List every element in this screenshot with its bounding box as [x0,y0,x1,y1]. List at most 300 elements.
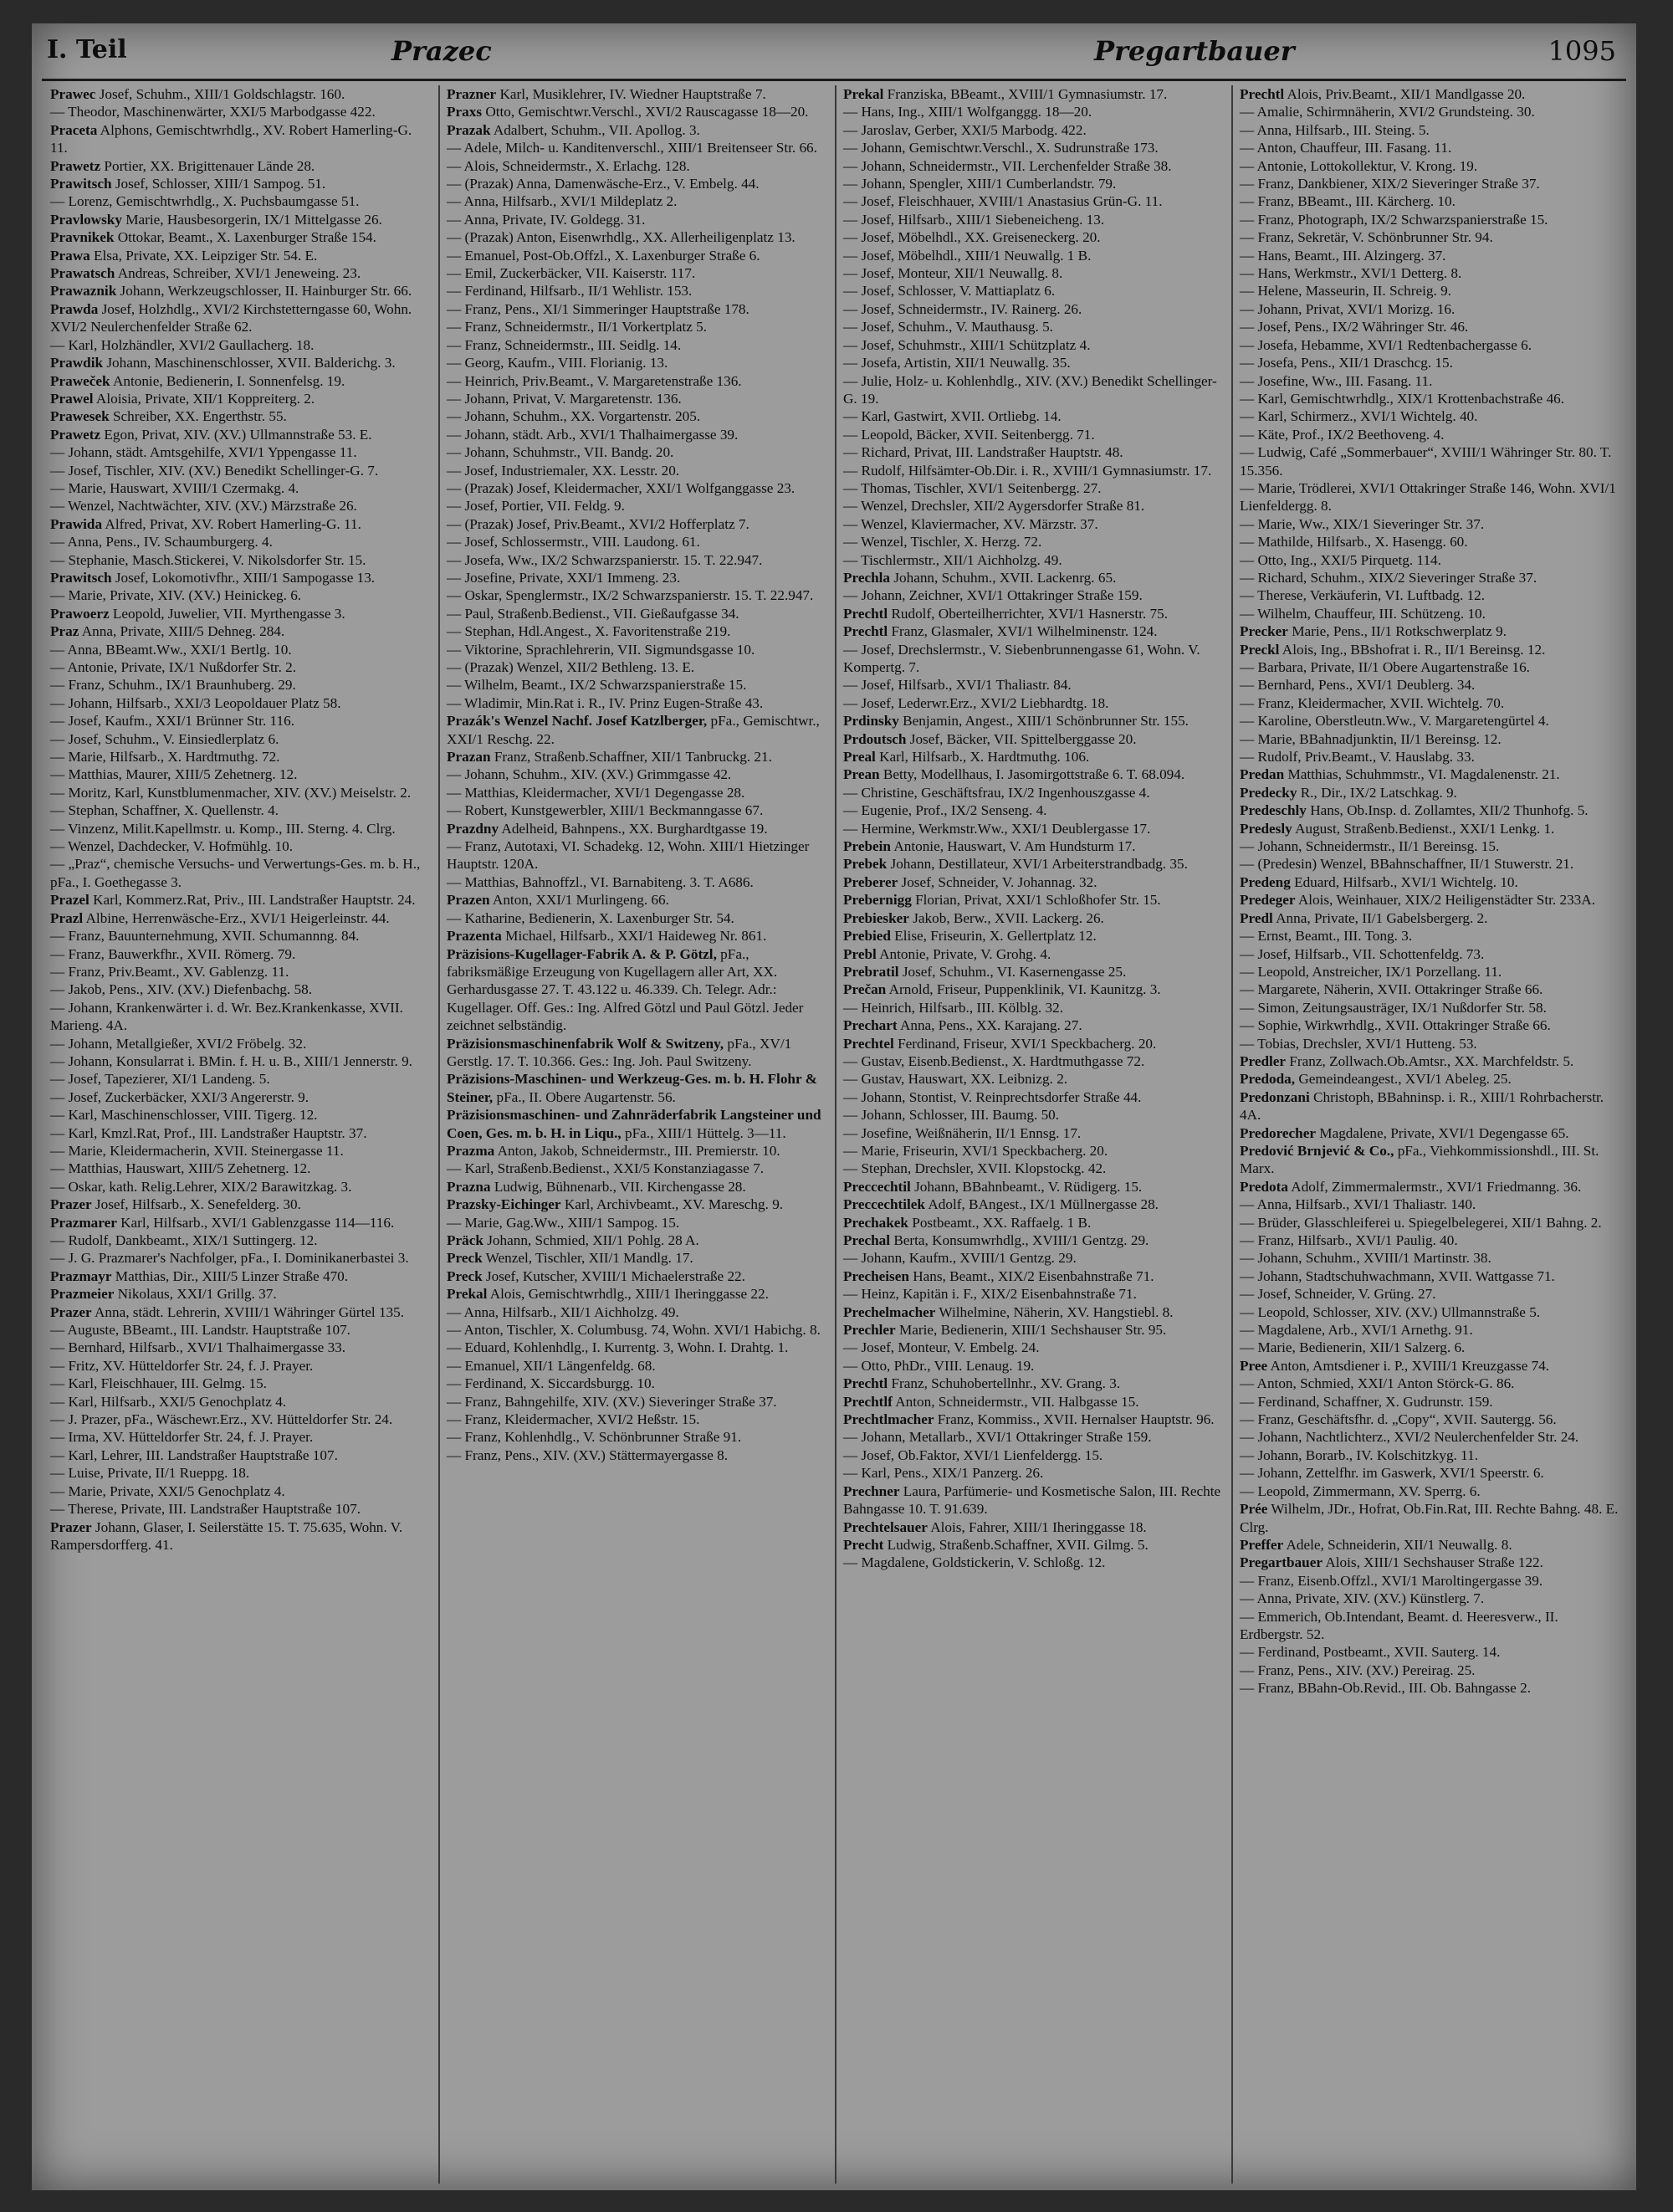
entry-text: — Franz, Schneidermstr., II/1 Vorkertplatz 5. [447,319,708,335]
entry-text: — Josefine, Private, XXI/1 Immeng. 23. [447,569,681,586]
entry-text: — Tobias, Drechsler, XVI/1 Hutteng. 53. [1240,1035,1477,1052]
entry-text: R., Dir., IX/2 Latschkag. 9. [1300,784,1457,801]
directory-entry [1240,1357,1621,1375]
directory-entry [1240,622,1621,640]
directory-entry [843,318,1225,335]
entry-text: pFa., Gemischtwr., XXI/1 Reschg. 22. [447,713,820,747]
entry-text: Marie, Pens., II/1 Rotkschwerplatz 9. [1292,623,1507,640]
entry-text: Hans, Ob.Insp. d. Zollamtes, XII/2 Thunhofg. 5. [1310,802,1589,819]
directory-entry [1240,1016,1621,1034]
entry-text: — Johann, Metallgießer, XVI/2 Fröbelg. 32. [50,1035,307,1052]
directory-entry [50,462,432,479]
entry-surname: Praceta [50,121,98,138]
directory-entry [50,426,432,443]
entry-text: Anna, Private, XIII/5 Dehneg. 284. [81,623,285,640]
directory-entry [447,586,828,604]
directory-entry [447,1303,828,1321]
entry-surname: Predecky [1240,784,1297,801]
entry-text: — Marie, Gag.Ww., XIII/1 Sampog. 15. [447,1214,680,1231]
directory-entry [447,354,828,371]
directory-entry [447,282,828,300]
entry-surname: Prazna [447,1178,491,1195]
entry-surname: Prazsky-Eichinger [447,1196,561,1213]
directory-entry [50,497,432,515]
directory-entry [1240,211,1621,228]
directory-entry [843,1518,1225,1536]
directory-entry [1240,407,1621,425]
directory-entry [1240,336,1621,354]
entry-text: — Stephan, Schaffner, X. Quellenstr. 4. [50,802,279,819]
entry-text: Alois, Priv.Beamt., XII/1 Mandlgasse 20. [1287,86,1526,102]
directory-entry [843,157,1225,175]
entry-text: — Johann, Schneidermstr., VII. Lerchenfelder Straße 38. [843,157,1172,174]
entry-text: — Josef, Ob.Faktor, XVI/1 Lienfeldergg. 15. [843,1447,1103,1463]
entry-text: — Josef, Monteur, V. Embelg. 24. [843,1339,1040,1356]
entry-text: — Johann, Kaufm., XVIII/1 Gentzg. 29. [843,1250,1077,1267]
directory-entry [447,1070,828,1106]
entry-text: — Karl, Fleischhauer, III. Gelmg. 15. [50,1375,267,1392]
directory-entry [1240,1500,1621,1536]
entry-surname: Prazdny [447,820,499,837]
directory-entry [843,407,1225,425]
entry-text: — Jaroslav, Gerber, XXI/5 Marbodg. 422. [843,121,1087,138]
entry-text: — Josef, Möbelhdl., XX. Greiseneckerg. 20. [843,229,1101,246]
entry-surname: Prebek [843,856,888,873]
entry-text: — Johann, städt. Amtsgehilfe, XVI/1 Yppengasse 11. [50,444,357,461]
directory-entry [50,390,432,407]
entry-text: Benjamin, Angest., XIII/1 Schönbrunner Str. 155. [903,713,1189,730]
entry-text: Adolf, Zimmermalermstr., XVI/1 Friedmanng. 36. [1291,1178,1582,1195]
directory-entry [50,586,432,604]
entry-text: — Otto, PhDr., VIII. Lenaug. 19. [843,1357,1035,1374]
directory-entry [1240,1070,1621,1088]
directory-entry [1240,784,1621,801]
entry-text: — Vinzenz, Milit.Kapellmstr. u. Komp., III. Sterng. 4. Clrg. [50,820,396,837]
entry-surname: Prawida [50,515,103,532]
directory-entry [1240,658,1621,676]
directory-entry [447,945,828,1035]
entry-surname: Prechal [843,1232,891,1248]
entry-text: — Hans, Beamt., III. Alzingerg. 37. [1240,247,1446,264]
entry-text: — Franz, Priv.Beamt., XV. Gablenzg. 11. [50,963,289,980]
entry-text: Rudolf, Oberteilherrichter, XVI/1 Hasnerstr. 75. [891,605,1168,622]
directory-entry [447,1339,828,1356]
directory-entry [447,1411,828,1428]
directory-entry [843,1482,1225,1518]
entry-text: — Karl, Gemischtwrhdlg., XIX/1 Krottenbachstraße 46. [1240,390,1565,407]
directory-entry [1240,820,1621,837]
directory-entry [50,1339,432,1356]
entry-text: — Johann, Schuhm., XVIII/1 Martinstr. 38. [1240,1250,1491,1267]
entry-text: Johann, Glaser, I. Seilerstätte 15. T. 75.635, Wohn. V. Rampersdorfferg. 41. [50,1518,403,1553]
directory-entry [50,264,432,282]
directory-entry [843,837,1225,855]
directory-entry [843,981,1225,998]
entry-text: Adolf, BAngest., IX/1 Müllnergasse 28. [928,1196,1159,1213]
entry-text: Josef, Schuhm., XIII/1 Goldschlagstr. 160. [99,86,345,102]
entry-text: — Hans, Ing., XIII/1 Wolfganggg. 18—20. [843,104,1092,120]
directory-entry [50,981,432,998]
entry-surname: Praxs [447,104,483,120]
directory-entry [50,1447,432,1464]
directory-entry [50,407,432,425]
directory-entry [843,1214,1225,1231]
entry-text: — Adele, Milch- u. Kanditenverschl., XIII/1 Breitenseer Str. 66. [447,140,817,156]
directory-entry [50,784,432,801]
entry-surname: Preck [447,1250,483,1267]
entry-text: — Franz, Photograph, IX/2 Schwarzspanierstraße 15. [1240,211,1548,228]
entry-text: — Jakob, Pens., XIV. (XV.) Diefenbachg. 58. [50,981,312,998]
entry-text: — Johann, Borarb., IV. Kolschitzkyg. 11. [1240,1447,1478,1463]
directory-entry [50,192,432,210]
entry-text: Hans, Beamt., XIX/2 Eisenbahnstraße 71. [913,1267,1154,1284]
entry-surname: Prechakek [843,1214,908,1231]
entry-text: Ludwig, Bühnenarb., VII. Kirchengasse 28. [494,1178,746,1195]
entry-text: — Katharine, Bedienerin, X. Laxenburger Str. 54. [447,909,734,926]
directory-entry [1240,801,1621,819]
entry-text: — Thomas, Tischler, XVI/1 Seitenbergg. 27. [843,479,1102,496]
entry-text: Antonie, Hauswart, V. Am Hundsturm 17. [893,838,1136,855]
directory-entry [1240,1249,1621,1267]
entry-surname: Prazl [50,909,84,926]
entry-surname: Prean [843,766,880,783]
entry-text: — Robert, Kunstgewerbler, XIII/1 Beckmanngasse 67. [447,802,764,819]
column-1 [43,85,440,2184]
entry-surname: Präck [447,1232,483,1248]
directory-entry [843,569,1225,586]
directory-entry [50,801,432,819]
directory-entry [1240,927,1621,945]
entry-text: Franz, Straßenb.Schaffner, XII/1 Tanbruckg. 21. [494,749,772,765]
directory-entry [50,103,432,120]
entry-text: — Ernst, Beamt., III. Tong. 3. [1240,928,1413,945]
entry-text: — Josef, Fleischhauer, XVIII/1 Anastasius Grün-G. 11. [843,193,1163,210]
directory-entry [50,1267,432,1285]
entry-text: — Franz, Schneidermstr., III. Seidlg. 14. [447,336,682,353]
entry-text: — Emanuel, Post-Ob.Offzl., X. Laxenburger Straße 6. [447,247,760,264]
entry-text: Florian, Privat, XXI/1 Schloßhofer Str. 15. [915,892,1161,909]
directory-entry [447,1447,828,1464]
entry-text: — Josefine, Ww., III. Fasang. 11. [1240,372,1433,389]
directory-entry [1240,1339,1621,1356]
entry-text: Franz, Schuhobertellnhr., XV. Grang. 3. [891,1375,1121,1392]
entry-text: — Franz, Bahngehilfe, XIV. (XV.) Sieveringer Straße 37. [447,1393,777,1410]
entry-text: — Karl, Maschinenschlosser, VIII. Tigerg. 12. [50,1107,318,1124]
directory-entry [50,551,432,569]
directory-entry [843,1536,1225,1554]
directory-entry [843,1339,1225,1356]
entry-surname: Prechtl [843,1375,888,1392]
directory-entry [447,837,828,873]
entry-surname: Pravlowsky [50,211,122,228]
entry-text: Matthias, Schuhmmstr., VI. Magdalenenstr. 21. [1287,766,1560,783]
directory-entry [843,175,1225,192]
entry-text: Anna, Private, II/1 Gabelsbergerg. 2. [1276,909,1488,926]
directory-entry [447,426,828,443]
entry-text: — Leopold, Zimmermann, XV. Sperrg. 6. [1240,1482,1481,1499]
directory-entry [1240,641,1621,658]
directory-entry [447,641,828,658]
directory-entry [1240,533,1621,550]
directory-entry [1240,1035,1621,1052]
entry-text: — Emanuel, XII/1 Längenfeldg. 68. [447,1357,656,1374]
directory-entry [843,497,1225,515]
directory-entry [843,300,1225,318]
entry-text: — J. Prazer, pFa., Wäschewr.Erz., XV. Hütteldorfer Str. 24. [50,1411,393,1428]
entry-text: — Johann, Stontist, V. Reinprechtsdorfer Straße 44. [843,1088,1142,1105]
entry-surname: Prazma [447,1142,495,1159]
entry-text: — Josef, Zuckerbäcker, XXI/3 Angererstr. 9. [50,1088,310,1105]
entry-text: Franz, Zollwach.Ob.Amtsr., XX. Marchfeldstr. 5. [1289,1052,1574,1069]
entry-text: — Karl, Lehrer, III. Landstraßer Hauptstraße 107. [50,1447,338,1463]
directory-entry [843,551,1225,569]
directory-entry [1240,1124,1621,1142]
directory-entry [1240,157,1621,175]
directory-entry [50,676,432,694]
entry-surname: Prdinsky [843,713,899,730]
directory-entry [447,605,828,622]
entry-text: — Heinrich, Priv.Beamt., V. Margaretenstraße 136. [447,372,742,389]
columns [43,85,1628,2184]
entry-text: Matthias, Dir., XIII/5 Linzer Straße 470. [115,1267,349,1284]
entry-text: Arnold, Friseur, Puppenklinik, VI. Kaunitzg. 3. [888,981,1161,998]
entry-text: Egon, Privat, XIV. (XV.) Ullmannstraße 53. E. [104,426,372,443]
directory-entry [843,192,1225,210]
directory-entry [1240,192,1621,210]
entry-text: — Rudolf, Dankbeamt., XIX/1 Suttingerg. 12. [50,1232,318,1248]
directory-entry [1240,1196,1621,1213]
entry-text: Ferdinand, Friseur, XVI/1 Speckbacherg. 20. [898,1035,1157,1052]
directory-entry [1240,228,1621,246]
directory-entry [843,586,1225,604]
directory-entry [1240,247,1621,264]
entry-text: Nikolaus, XXI/1 Grillg. 37. [117,1286,277,1303]
entry-text: Adelheid, Bahnpens., XX. Burghardtgasse 19. [501,820,768,837]
directory-entry [50,909,432,927]
directory-entry [447,443,828,461]
directory-entry [50,730,432,748]
directory-entry [843,1035,1225,1052]
entry-text: — Josef, Pens., IX/2 Währinger Str. 46. [1240,319,1469,335]
entry-text: — Anna, BBeamt.Ww., XXI/1 Bertlg. 10. [50,641,292,658]
entry-text: — Franz, Schuhm., IX/1 Braunhuberg. 29. [50,677,296,694]
entry-surname: Prechtel [843,1035,894,1052]
entry-text: — Wenzel, Nachtwächter, XIV. (XV.) Märzstraße 26. [50,498,357,515]
entry-text: Postbeamt., XX. Raffaelg. 1 B. [912,1214,1092,1231]
directory-entry [843,927,1225,945]
directory-entry [447,551,828,569]
directory-entry [447,1142,828,1160]
entry-text: — Josef, Möbelhdl., XIII/1 Neuwallg. 1 B. [843,247,1092,264]
entry-text: — Johann, Metallarb., XVI/1 Ottakringer Straße 159. [843,1429,1152,1446]
directory-entry [843,139,1225,156]
part-label: I. Teil [47,35,127,64]
entry-text: — Johann, Hilfsarb., XXI/3 Leopoldauer Platz 58. [50,694,341,711]
entry-surname: Prazmayr [50,1267,112,1284]
entry-surname: Pregartbauer [1240,1554,1323,1571]
directory-entry [50,1357,432,1375]
entry-text: — Heinrich, Hilfsarb., III. Kölblg. 32. [843,999,1064,1016]
directory-entry [447,676,828,694]
directory-entry [843,1124,1225,1142]
entry-text: Antonie, Bedienerin, I. Sonnenfelsg. 19. [112,372,345,389]
directory-entry [447,103,828,120]
entry-text: — Oskar, kath. Relig.Lehrer, XIX/2 Barawitzkag. 3. [50,1178,352,1195]
entry-text: — Marie, Trödlerei, XVI/1 Ottakringer Straße 146, Wohn. XVI/1 Lienfeldergg. 8. [1240,479,1616,515]
directory-entry [1240,1572,1621,1590]
entry-text: — Franz, Pens., XIV. (XV.) Stättermayergasse 8. [447,1447,729,1463]
directory-entry [50,694,432,712]
directory-entry [1240,300,1621,318]
directory-entry [447,264,828,282]
directory-entry [843,963,1225,981]
entry-text: Josef, Schlosser, XIII/1 Sampog. 51. [115,176,326,192]
directory-entry [843,1160,1225,1177]
entry-text: — Josefa, Hebamme, XVI/1 Redtenbachergasse 6. [1240,336,1532,353]
entry-text: — Franz, Pens., XIV. (XV.) Pereirag. 25. [1240,1662,1476,1678]
entry-text: Karl, Hilfsarb., X. Hardtmuthg. 106. [879,749,1090,765]
entry-text: pFa., XIII/1 Hüttelg. 3—11. [624,1124,786,1141]
directory-entry [50,820,432,837]
entry-text: — Ludwig, Café „Sommerbauer“, XVIII/1 Währinger Str. 80. T. 15.356. [1240,444,1612,479]
directory-entry [447,1393,828,1411]
directory-entry [50,300,432,336]
entry-text: — Johann, Schuhmstr., VII. Bandg. 20. [447,444,674,461]
entry-text: — Johann, Spengler, XIII/1 Cumberlandstr. 79. [843,176,1117,192]
entry-text: — Magdalene, Goldstickerin, V. Schloßg. 12. [843,1554,1106,1571]
directory-entry [843,1411,1225,1428]
directory-entry [50,533,432,550]
directory-entry [1240,945,1621,963]
entry-text: pFa., fabriksmäßige Erzeugung von Kugellagern aller Art, XX. Gerhardusgasse 27. T. 43.122 u. 46.339. Ch. Telegr. Adr.: Kugellager. Off. Ges.: Ing. Alfred Götzl und Paul Götzl. Jeder zeichnet selbständig. [447,945,804,1034]
directory-entry [1240,1267,1621,1285]
directory-entry [50,1285,432,1303]
directory-entry [50,1249,432,1267]
entry-text: — Alois, Schneidermstr., X. Erlachg. 128. [447,157,690,174]
directory-entry [447,694,828,712]
directory-entry [1240,372,1621,390]
entry-text: — Josef, Hilfsarb., XVI/1 Thaliastr. 84. [843,677,1072,694]
directory-entry [1240,1214,1621,1231]
directory-entry [447,1357,828,1375]
entry-surname: Predorecher [1240,1124,1316,1141]
entry-surname: Prazner [447,86,497,102]
entry-text: Johann, Schmied, XII/1 Pohlg. 28 A. [487,1232,699,1248]
directory-entry [1240,318,1621,335]
directory-entry [50,1428,432,1446]
directory-entry [843,1267,1225,1285]
entry-surname: Prazák's Wenzel Nachf. Josef Katzlberger, [447,713,708,730]
entry-text: — (Prazak) Anna, Damenwäsche-Erz., V. Embelg. 44. [447,176,760,192]
directory-entry [50,1178,432,1196]
entry-text: Betty, Modellhaus, I. Jasomirgottstraße 6. T. 68.094. [883,766,1185,783]
entry-text: Berta, Konsumwrhdlg., XVIII/1 Gentzg. 29. [893,1232,1149,1248]
directory-entry [843,891,1225,909]
entry-surname: Prekal [843,86,884,102]
entry-text: Johann, Destillateur, XVI/1 Arbeiterstrandbadg. 35. [890,856,1188,873]
directory-entry [843,1285,1225,1303]
entry-text: — Karl, Gastwirt, XVII. Ortliebg. 14. [843,408,1062,425]
directory-entry [843,909,1225,927]
directory-entry [50,1052,432,1070]
entry-text: — Karoline, Oberstleutn.Ww., V. Margaretengürtel 4. [1240,713,1549,730]
entry-surname: Praweček [50,372,110,389]
directory-entry [50,282,432,300]
directory-entry [1240,1447,1621,1464]
left-catchword: Prazec [391,35,492,67]
directory-entry [447,1321,828,1339]
entry-text: Christoph, BBahninsp. i. R., XIII/1 Rohrbacherstr. 4A. [1240,1088,1604,1124]
entry-text: — Marie, Ww., XIX/1 Sieveringer Str. 37. [1240,515,1485,532]
directory-entry [50,479,432,497]
entry-text: Alois, Fahrer, XIII/1 Iheringgasse 18. [930,1518,1147,1535]
entry-text: — (Predesin) Wenzel, BBahnschaffner, II/1 Stuwerstr. 21. [1240,856,1574,873]
directory-entry [843,1464,1225,1482]
directory-entry [843,1447,1225,1464]
entry-text: — Franz, Sekretär, V. Schönbrunner Str. 94. [1240,229,1493,246]
entry-text: — Wenzel, Drechsler, XII/2 Aygersdorfer Straße 81. [843,498,1145,515]
directory-entry [50,605,432,622]
directory-entry [843,712,1225,730]
directory-entry [843,855,1225,873]
directory-entry [447,247,828,264]
column-2 [440,85,836,2184]
directory-entry [843,264,1225,282]
entry-surname: Prazak [447,121,491,138]
entry-text: Johann, Werkzeugschlosser, II. Hainburger Str. 66. [120,283,412,300]
entry-surname: Predoda, [1240,1071,1296,1088]
directory-entry [50,1070,432,1088]
entry-surname: Prebernigg [843,892,912,909]
directory-entry [1240,909,1621,927]
directory-entry [50,712,432,730]
entry-text: — Josef, Schuhm., V. Mauthausg. 5. [843,319,1053,335]
directory-entry [447,1035,828,1071]
entry-text: — Franz, Bauwerkfhr., XVII. Römerg. 79. [50,945,296,962]
entry-text: — Marie, Bedienerin, XII/1 Salzerg. 6. [1240,1339,1466,1356]
entry-text: — Stephanie, Masch.Stickerei, V. Nikolsdorfer Str. 15. [50,551,366,568]
directory-entry [447,891,828,909]
directory-entry [1240,1428,1621,1446]
entry-text: Marie, Bedienerin, XIII/1 Sechshauser Str. 95. [898,1322,1167,1339]
entry-text: — Irma, XV. Hütteldorfer Str. 24, f. J. Prayer. [50,1429,314,1446]
directory-entry [50,1124,432,1142]
entry-surname: Prawel [50,390,94,407]
entry-surname: Prebiesker [843,909,909,926]
entry-text: — Johann, Gemischtwr.Verschl., X. Sudrunstraße 173. [843,140,1159,156]
entry-surname: Prawa [50,247,90,264]
entry-text: — Johann, Stadtschuhwachmann, XVII. Wattgasse 71. [1240,1267,1555,1284]
entry-text: — Leopold, Schlosser, XIV. (XV.) Ullmannstraße 5. [1240,1303,1541,1320]
entry-text: Karl, Musiklehrer, IV. Wiedner Hauptstraße 7. [499,86,766,102]
entry-text: — Franz, Kohlenhdlg., V. Schönbrunner Straße 91. [447,1429,742,1446]
directory-entry [1240,175,1621,192]
entry-text: pFa., XV/1 Gerstlg. 17. T. 10.366. Ges.: Ing. Joh. Paul Switzeny. [447,1035,792,1069]
directory-entry [1240,1608,1621,1644]
directory-entry [447,1428,828,1446]
entry-text: — Johann, Schuhm., XX. Vorgartenstr. 205. [447,408,701,425]
entry-text: Karl, Kommerz.Rat, Priv., III. Landstraßer Hauptstr. 24. [93,892,416,909]
directory-entry [843,676,1225,694]
directory-entry [50,1375,432,1392]
entry-text: — Josef, Monteur, XII/1 Neuwallg. 8. [843,265,1063,282]
entry-text: — Josef, Tapezierer, XI/1 Landeng. 5. [50,1071,270,1088]
entry-text: pFa., II. Obere Augartenstr. 56. [496,1088,676,1105]
entry-text: — Franz, Eisenb.Offzl., XVI/1 Maroltingergasse 39. [1240,1572,1543,1589]
entry-text: — Johann, Nachtlichterz., XVI/2 Neulerchenfelder Str. 24. [1240,1429,1579,1446]
entry-surname: Prawdik [50,355,104,371]
entry-text: — Georg, Kaufm., VIII. Florianig. 13. [447,355,668,371]
